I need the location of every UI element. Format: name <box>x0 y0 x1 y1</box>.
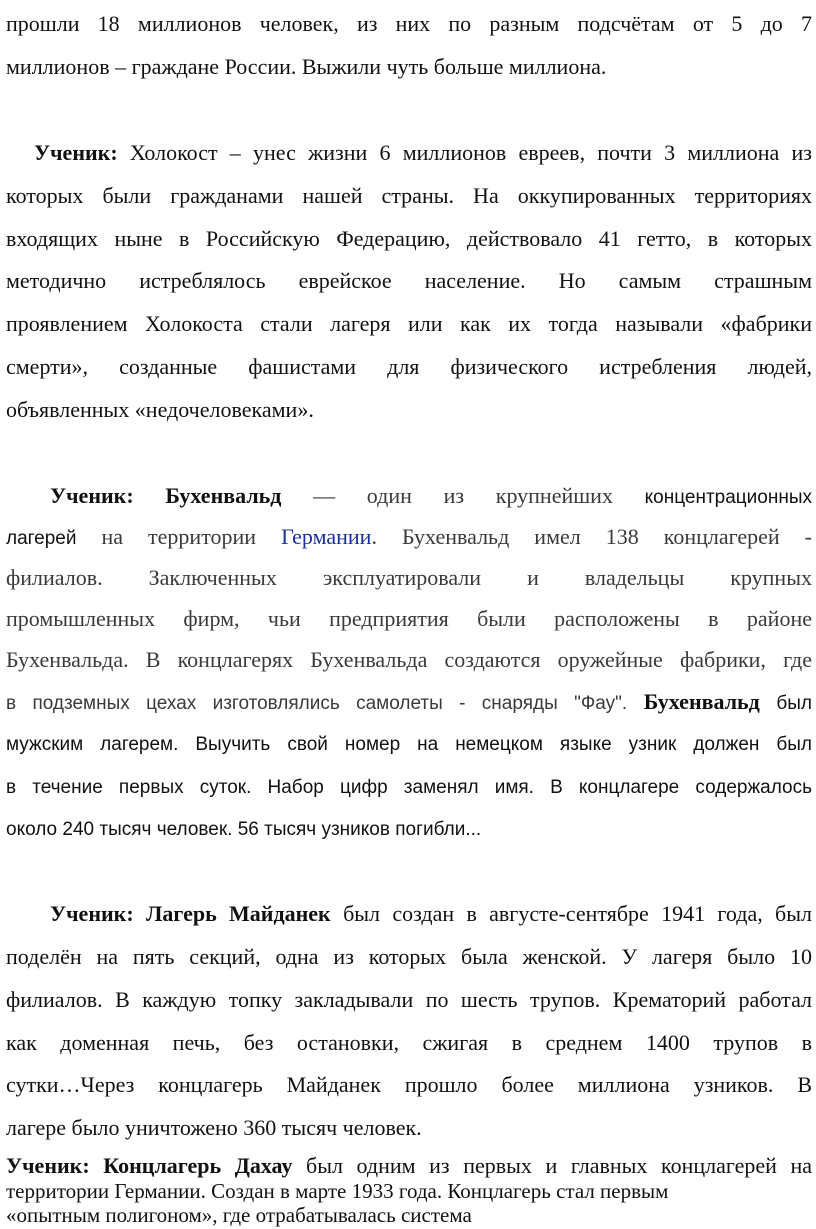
text-line <box>6 986 812 1014</box>
text-line <box>6 688 812 718</box>
text: объявленных «недочеловеками». <box>6 397 314 422</box>
text: сутки…Через концлагерь Майданек прошло более миллиона узников. В <box>6 1072 812 1097</box>
text-line <box>6 646 812 674</box>
text-line <box>6 1201 812 1229</box>
text: «опытным полигоном», где отрабатывалась система <box>6 1203 472 1227</box>
text: входящих ныне в Российскую Федерацию, действовало 41 гетто, в которых <box>6 226 812 251</box>
camp-name: Бухенвальд <box>165 483 282 508</box>
text: проявлением Холокоста стали лагеря или как их тогда называли «фабрики <box>6 311 812 336</box>
text-line <box>6 1029 812 1057</box>
text: как доменная печь, без остановки, сжигая в среднем 1400 трупов в <box>6 1030 812 1055</box>
text-line <box>6 53 812 81</box>
text-line <box>6 605 812 633</box>
text: которых были гражданами нашей страны. На оккупированных территориях <box>6 183 812 208</box>
text: филиалов. Заключенных эксплуатировали и владельцы крупных <box>6 565 812 590</box>
text: на территории <box>101 524 257 549</box>
text: . Бухенвальд имел 138 концлагерей - <box>371 524 813 549</box>
text: лагерей <box>6 528 77 549</box>
text: был создан в августе-сентябре 1941 года, был <box>343 901 812 926</box>
text-line <box>6 182 812 210</box>
speaker-label: Ученик: <box>6 1153 90 1178</box>
text-line <box>6 523 812 553</box>
text-line <box>6 816 812 844</box>
text-line <box>6 353 812 381</box>
text: лагере было уничтожено 360 тысяч человек. <box>6 1115 422 1140</box>
text: миллионов – граждане России. Выжили чуть больше миллиона. <box>6 54 607 79</box>
text: Холокост – унес жизни 6 миллионов евреев, почти 3 миллиона из <box>129 140 812 165</box>
text: — один из крупнейших <box>313 483 613 508</box>
text-line <box>6 267 812 295</box>
text-line <box>6 396 812 424</box>
text: территории Германии. Создан в марте 1933 года. Концлагерь стал первым <box>6 1179 669 1203</box>
text: концентрационных <box>644 487 812 508</box>
text: промышленных фирм, чьи предприятия были расположены в районе <box>6 606 812 631</box>
text-line <box>6 225 812 253</box>
text: был <box>776 693 813 714</box>
text-line <box>6 564 812 592</box>
text-line <box>6 10 812 38</box>
text: поделён на пять секций, одна из которых была женской. У лагеря было 10 <box>6 944 812 969</box>
camp-name: Лагерь Майданек <box>146 901 331 926</box>
text-line <box>50 482 812 512</box>
text: в течение первых суток. Набор цифр заменял имя. В концлагере содержалось <box>6 777 812 798</box>
text: Бухенвальда. В концлагерях Бухенвальда создаются оружейные фабрики, где <box>6 647 812 672</box>
text: в подземных цехах изготовлялись самолеты - снаряды "Фау". <box>6 693 628 714</box>
camp-name: Бухенвальд <box>643 689 760 714</box>
text: был одним из первых и главных концлагерей на <box>306 1153 813 1178</box>
text: мужским лагерем. Выучить свой номер на немецком языке узник должен был <box>6 734 812 755</box>
text-line <box>50 900 812 928</box>
text: филиалов. В каждую топку закладывали по шесть трупов. Крематорий работал <box>6 987 812 1012</box>
text-line <box>6 1152 812 1180</box>
text: около 240 тысяч человек. 56 тысяч узников погибли... <box>6 819 482 840</box>
text-line <box>6 943 812 971</box>
germany-link[interactable]: Германии <box>281 524 372 549</box>
text-line <box>6 1114 812 1142</box>
speaker-label: Ученик: <box>50 901 134 926</box>
text: смерти», созданные фашистами для физического истребления людей, <box>6 354 812 379</box>
camp-name: Концлагерь Дахау <box>103 1153 293 1178</box>
text-line <box>6 731 812 759</box>
text-line <box>34 139 812 167</box>
text: методично истреблялось еврейское население. Но самым страшным <box>6 268 812 293</box>
text-line <box>6 310 812 338</box>
speaker-label: Ученик: <box>50 483 134 508</box>
text-line <box>6 1071 812 1099</box>
text-line <box>6 774 812 802</box>
text: прошли 18 миллионов человек, из них по разным подсчётам от 5 до 7 <box>6 11 812 36</box>
speaker-label: Ученик: <box>34 140 118 165</box>
